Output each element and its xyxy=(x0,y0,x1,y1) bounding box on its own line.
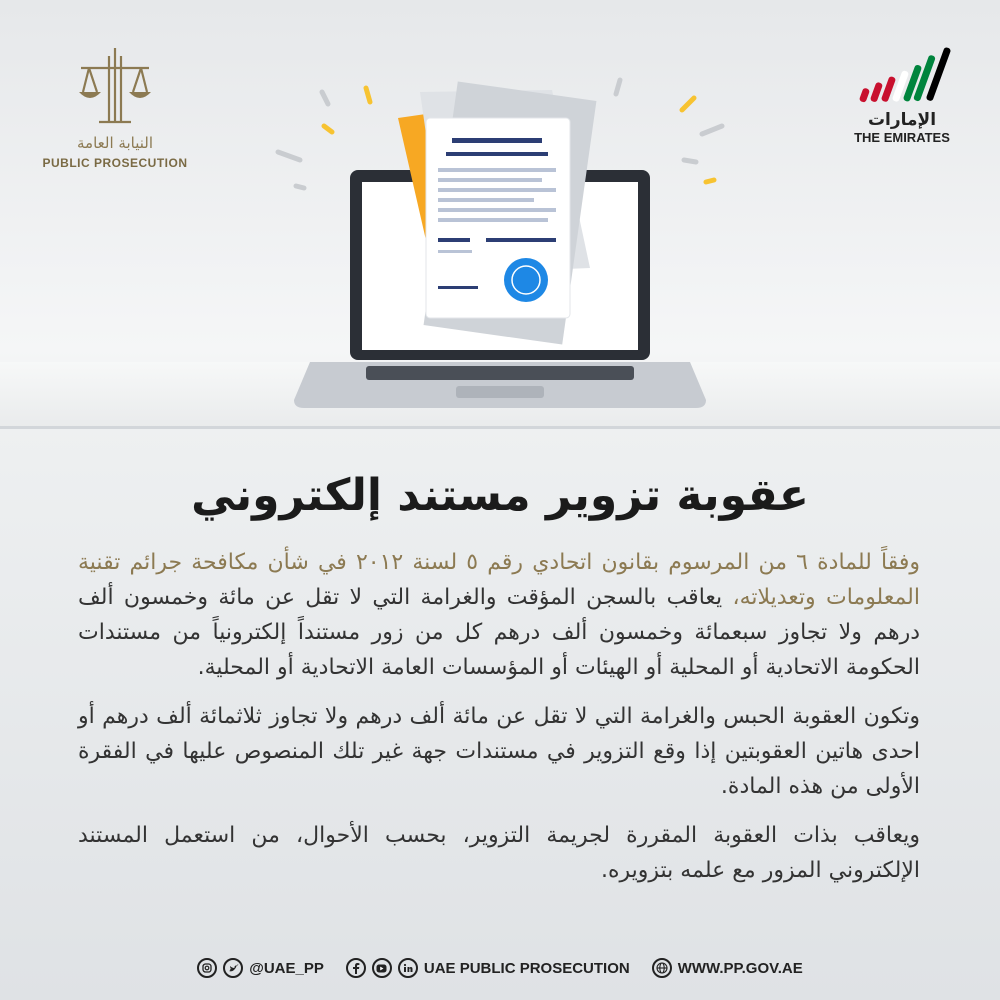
emirates-brand-bars-icon xyxy=(847,44,957,104)
sparkle-line xyxy=(682,98,694,110)
doc-signature-line xyxy=(438,238,470,242)
website-link[interactable]: WWW.PP.GOV.AE xyxy=(677,959,803,977)
social-handle[interactable]: @UAE_PP xyxy=(249,959,324,977)
shelf-edge xyxy=(0,426,1000,429)
brand-bar xyxy=(859,87,870,103)
social-handle-group[interactable] xyxy=(197,958,324,978)
sparkle-line xyxy=(702,126,722,134)
sparkle-line xyxy=(278,152,300,160)
facebook-icon[interactable] xyxy=(346,958,366,978)
twitter-icon[interactable] xyxy=(223,958,243,978)
linkedin-icon[interactable] xyxy=(398,958,418,978)
laptop-document-illustration xyxy=(270,70,730,420)
sparkle-line xyxy=(684,160,696,162)
emirates-english-name: THE EMIRATES xyxy=(854,130,950,145)
doc-heading-line xyxy=(446,152,548,156)
sparkle-line xyxy=(322,92,328,104)
youtube-icon[interactable] xyxy=(372,958,392,978)
organization-name[interactable]: UAE PUBLIC PROSECUTION xyxy=(423,959,630,977)
paragraph-1-text: يعاقب بالسجن المؤقت والغرامة التي لا تقل عن مائة وخمسون ألف درهم ولا تجاوز سبعمائة وخمسون ألف درهم كل من زور مستنداً إلكترونياً من مستندات الحكومة الاتحادية أو المحلية أو الهيئات أو المؤسسات العامة الاتحادية أو المحلية. xyxy=(78,585,920,680)
paragraph-3: ويعاقب بذات العقوبة المقررة لجريمة التزوير، بحسب الأحوال، من استعمل المستند الإلكتروني المزور مع علمه بتزويره. xyxy=(78,823,920,883)
footer xyxy=(0,958,1000,978)
brand-bar xyxy=(870,82,883,103)
paragraph-2: وتكون العقوبة الحبس والغرامة التي لا تقل عن مائة ألف درهم ولا تجاوز ثلاثمائة ألف درهم أو احدى هاتين العقوبتين إذا وقع التزوير في مستندات جهة غير تلك المنصوص عليها في الفقرة الأولى من هذه المادة. xyxy=(78,704,920,799)
doc-signature-line xyxy=(438,286,478,289)
paragraph-1 xyxy=(78,545,920,685)
scales-of-justice-icon xyxy=(75,44,155,126)
website-group[interactable] xyxy=(652,958,803,978)
laptop-trackpad xyxy=(456,386,544,398)
article-body xyxy=(78,545,920,902)
globe-icon[interactable] xyxy=(652,958,672,978)
laptop-keyboard xyxy=(366,366,634,380)
sparkle-line xyxy=(296,186,304,188)
sparkle-line xyxy=(616,80,620,94)
organization-group[interactable] xyxy=(346,958,630,978)
the-emirates-logo xyxy=(842,44,962,145)
page-title: عقوبة تزوير مستند إلكتروني xyxy=(191,470,809,521)
official-seal-icon xyxy=(504,258,548,302)
legal-reference: وفقاً للمادة ٦ من المرسوم بقانون اتحادي رقم ٥ لسنة ٢٠١٢ في شأن مكافحة جرائم تقنية المعلومات وتعديلاته، xyxy=(78,550,920,610)
doc-signature-line xyxy=(486,238,556,242)
sparkle-line xyxy=(324,126,332,132)
sparkle-line xyxy=(366,88,370,102)
emirates-arabic-name: الإمارات xyxy=(867,110,937,130)
public-prosecution-logo xyxy=(40,44,190,170)
instagram-icon[interactable] xyxy=(197,958,217,978)
sparkle-line xyxy=(706,180,714,182)
doc-signature-line xyxy=(438,250,472,253)
prosecution-arabic-name: النيابة العامة xyxy=(77,134,153,152)
doc-heading-line xyxy=(452,138,542,143)
prosecution-english-name: PUBLIC PROSECUTION xyxy=(42,156,188,170)
